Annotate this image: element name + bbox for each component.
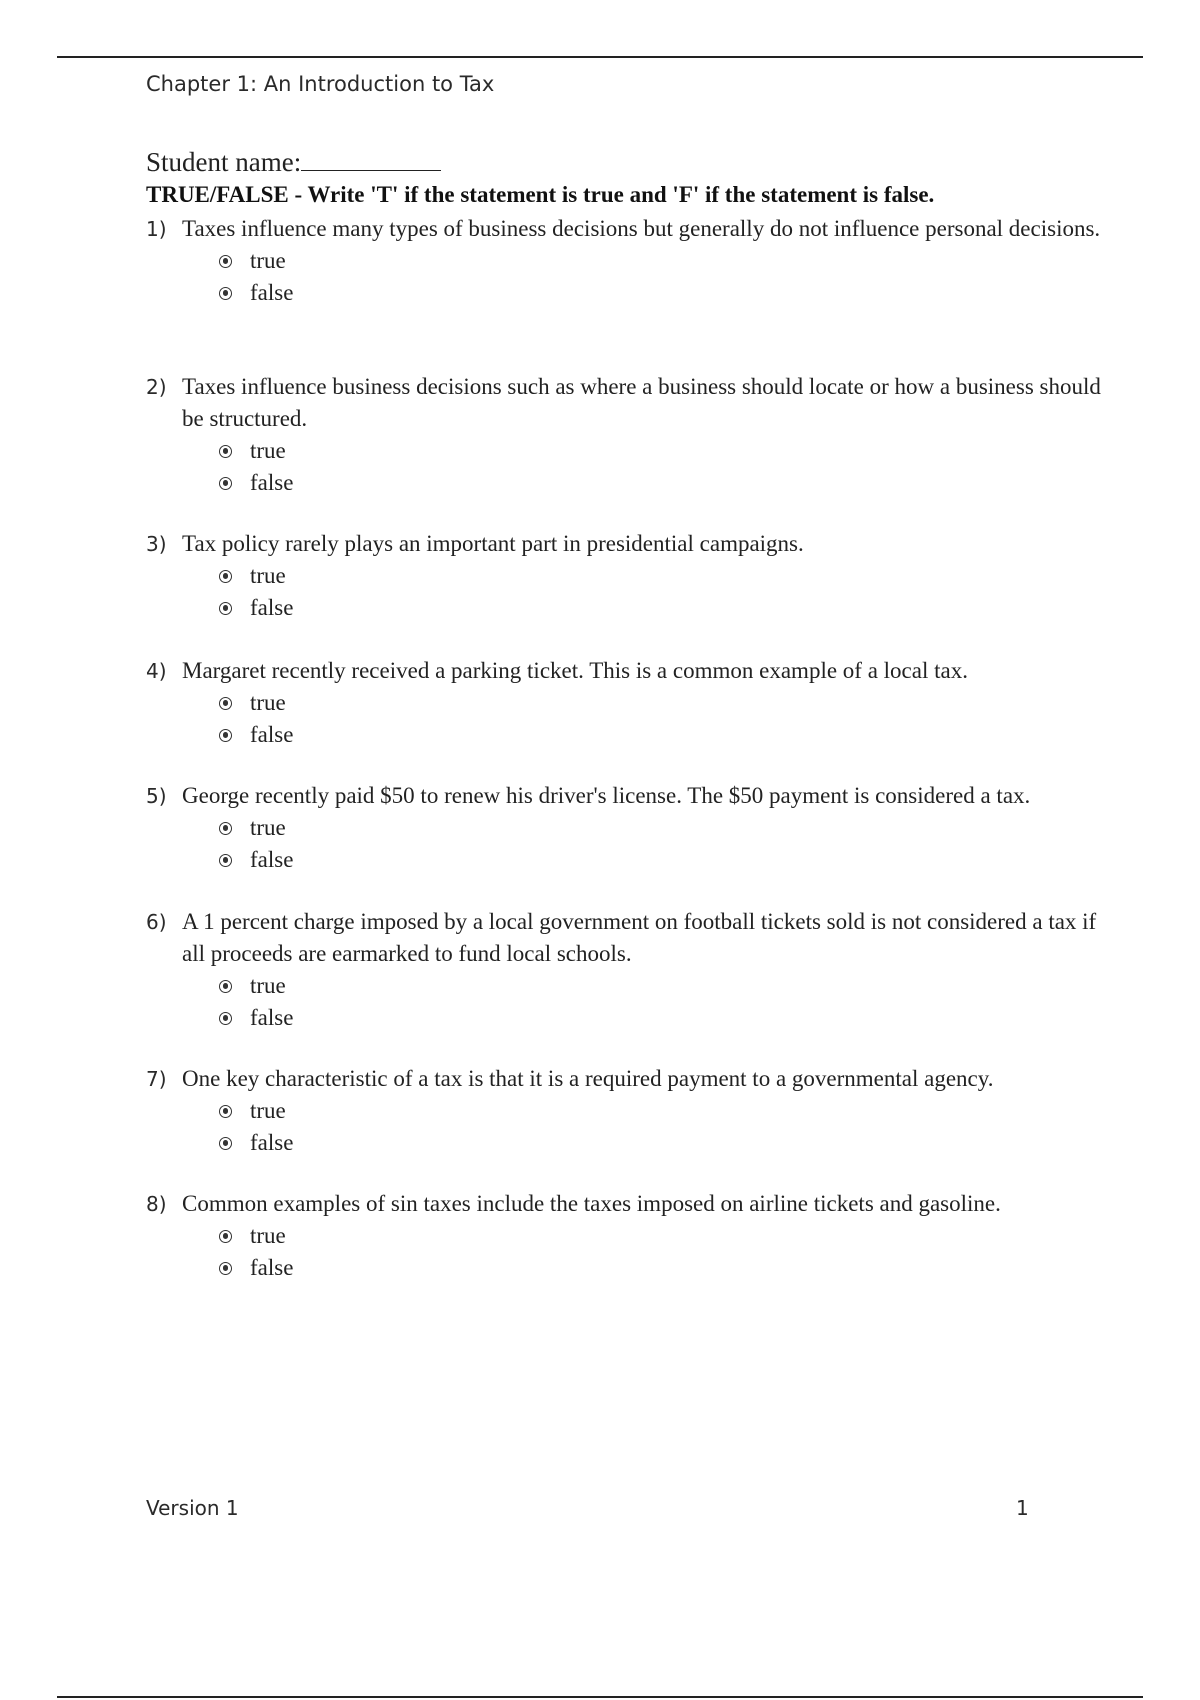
option-label: true — [250, 1223, 286, 1248]
option-false[interactable] — [219, 1127, 1106, 1159]
answer-options — [219, 1220, 1106, 1284]
answer-options — [219, 970, 1106, 1034]
answer-options — [219, 812, 1106, 876]
option-true[interactable] — [219, 970, 1106, 1002]
option-label: true — [250, 248, 286, 273]
radio-icon[interactable] — [219, 1230, 232, 1243]
option-true[interactable] — [219, 812, 1106, 844]
question-number: 7) — [146, 1067, 167, 1091]
student-name-blank[interactable] — [301, 146, 441, 171]
question-1 — [146, 213, 1106, 309]
question-4 — [146, 655, 1106, 751]
answer-options — [219, 1095, 1106, 1159]
option-true[interactable] — [219, 435, 1106, 467]
instructions: TRUE/FALSE - Write 'T' if the statement is true and 'F' if the statement is false. — [146, 182, 935, 207]
option-label: true — [250, 1098, 286, 1123]
option-label: true — [250, 973, 286, 998]
question-7 — [146, 1063, 1106, 1159]
option-label: false — [250, 1130, 294, 1155]
option-false[interactable] — [219, 844, 1106, 876]
radio-icon[interactable] — [219, 822, 232, 835]
option-label: false — [250, 470, 294, 495]
answer-options — [219, 435, 1106, 499]
option-label: true — [250, 815, 286, 840]
answer-options — [219, 245, 1106, 309]
option-label: false — [250, 1005, 294, 1030]
option-false[interactable] — [219, 277, 1106, 309]
radio-icon[interactable] — [219, 445, 232, 458]
option-true[interactable] — [219, 687, 1106, 719]
question-text: One key characteristic of a tax is that it is a required payment to a governmental agency. — [182, 1066, 994, 1091]
answer-options — [219, 687, 1106, 751]
option-false[interactable] — [219, 719, 1106, 751]
option-false[interactable] — [219, 467, 1106, 499]
radio-icon[interactable] — [219, 854, 232, 867]
question-number: 4) — [146, 659, 167, 683]
page-header-title: Chapter 1: An Introduction to Tax — [146, 72, 495, 96]
student-name-label: Student name: — [146, 147, 302, 177]
question-number: 6) — [146, 910, 167, 934]
option-label: false — [250, 847, 294, 872]
question-text: Tax policy rarely plays an important part in presidential campaigns. — [182, 531, 804, 556]
question-text: George recently paid $50 to renew his driver's license. The $50 payment is considered a tax. — [182, 783, 1031, 808]
option-true[interactable] — [219, 1220, 1106, 1252]
question-3 — [146, 528, 1106, 624]
radio-icon[interactable] — [219, 602, 232, 615]
option-false[interactable] — [219, 1002, 1106, 1034]
footer-version: Version 1 — [146, 1496, 239, 1520]
question-number: 3) — [146, 532, 167, 556]
option-true[interactable] — [219, 1095, 1106, 1127]
question-text: Margaret recently received a parking ticket. This is a common example of a local tax. — [182, 658, 968, 683]
option-label: true — [250, 438, 286, 463]
question-6 — [146, 906, 1106, 1034]
option-label: false — [250, 722, 294, 747]
student-name-line — [146, 146, 441, 178]
question-2 — [146, 371, 1106, 499]
radio-icon[interactable] — [219, 1012, 232, 1025]
question-number: 1) — [146, 217, 167, 241]
answer-options — [219, 560, 1106, 624]
option-true[interactable] — [219, 245, 1106, 277]
question-5 — [146, 780, 1106, 876]
option-label: false — [250, 280, 294, 305]
bottom-rule — [57, 1696, 1143, 1698]
radio-icon[interactable] — [219, 697, 232, 710]
radio-icon[interactable] — [219, 570, 232, 583]
radio-icon[interactable] — [219, 1137, 232, 1150]
radio-icon[interactable] — [219, 980, 232, 993]
radio-icon[interactable] — [219, 729, 232, 742]
footer-page-number: 1 — [1016, 1496, 1029, 1520]
question-number: 5) — [146, 784, 167, 808]
question-8 — [146, 1188, 1106, 1284]
option-label: false — [250, 595, 294, 620]
option-label: true — [250, 690, 286, 715]
option-false[interactable] — [219, 1252, 1106, 1284]
option-true[interactable] — [219, 560, 1106, 592]
option-label: true — [250, 563, 286, 588]
option-false[interactable] — [219, 592, 1106, 624]
question-text: Common examples of sin taxes include the taxes imposed on airline tickets and gasoline. — [182, 1191, 1001, 1216]
radio-icon[interactable] — [219, 477, 232, 490]
radio-icon[interactable] — [219, 1262, 232, 1275]
question-text: A 1 percent charge imposed by a local government on football tickets sold is not considered a tax if all proceeds are earmarked to fund local schools. — [182, 909, 1097, 966]
question-text: Taxes influence many types of business decisions but generally do not influence personal decisions. — [182, 216, 1101, 241]
radio-icon[interactable] — [219, 255, 232, 268]
radio-icon[interactable] — [219, 1105, 232, 1118]
question-text: Taxes influence business decisions such as where a business should locate or how a business should be structured. — [182, 374, 1101, 431]
radio-icon[interactable] — [219, 287, 232, 300]
top-rule — [57, 56, 1143, 58]
question-number: 8) — [146, 1192, 167, 1216]
option-label: false — [250, 1255, 294, 1280]
question-number: 2) — [146, 375, 167, 399]
